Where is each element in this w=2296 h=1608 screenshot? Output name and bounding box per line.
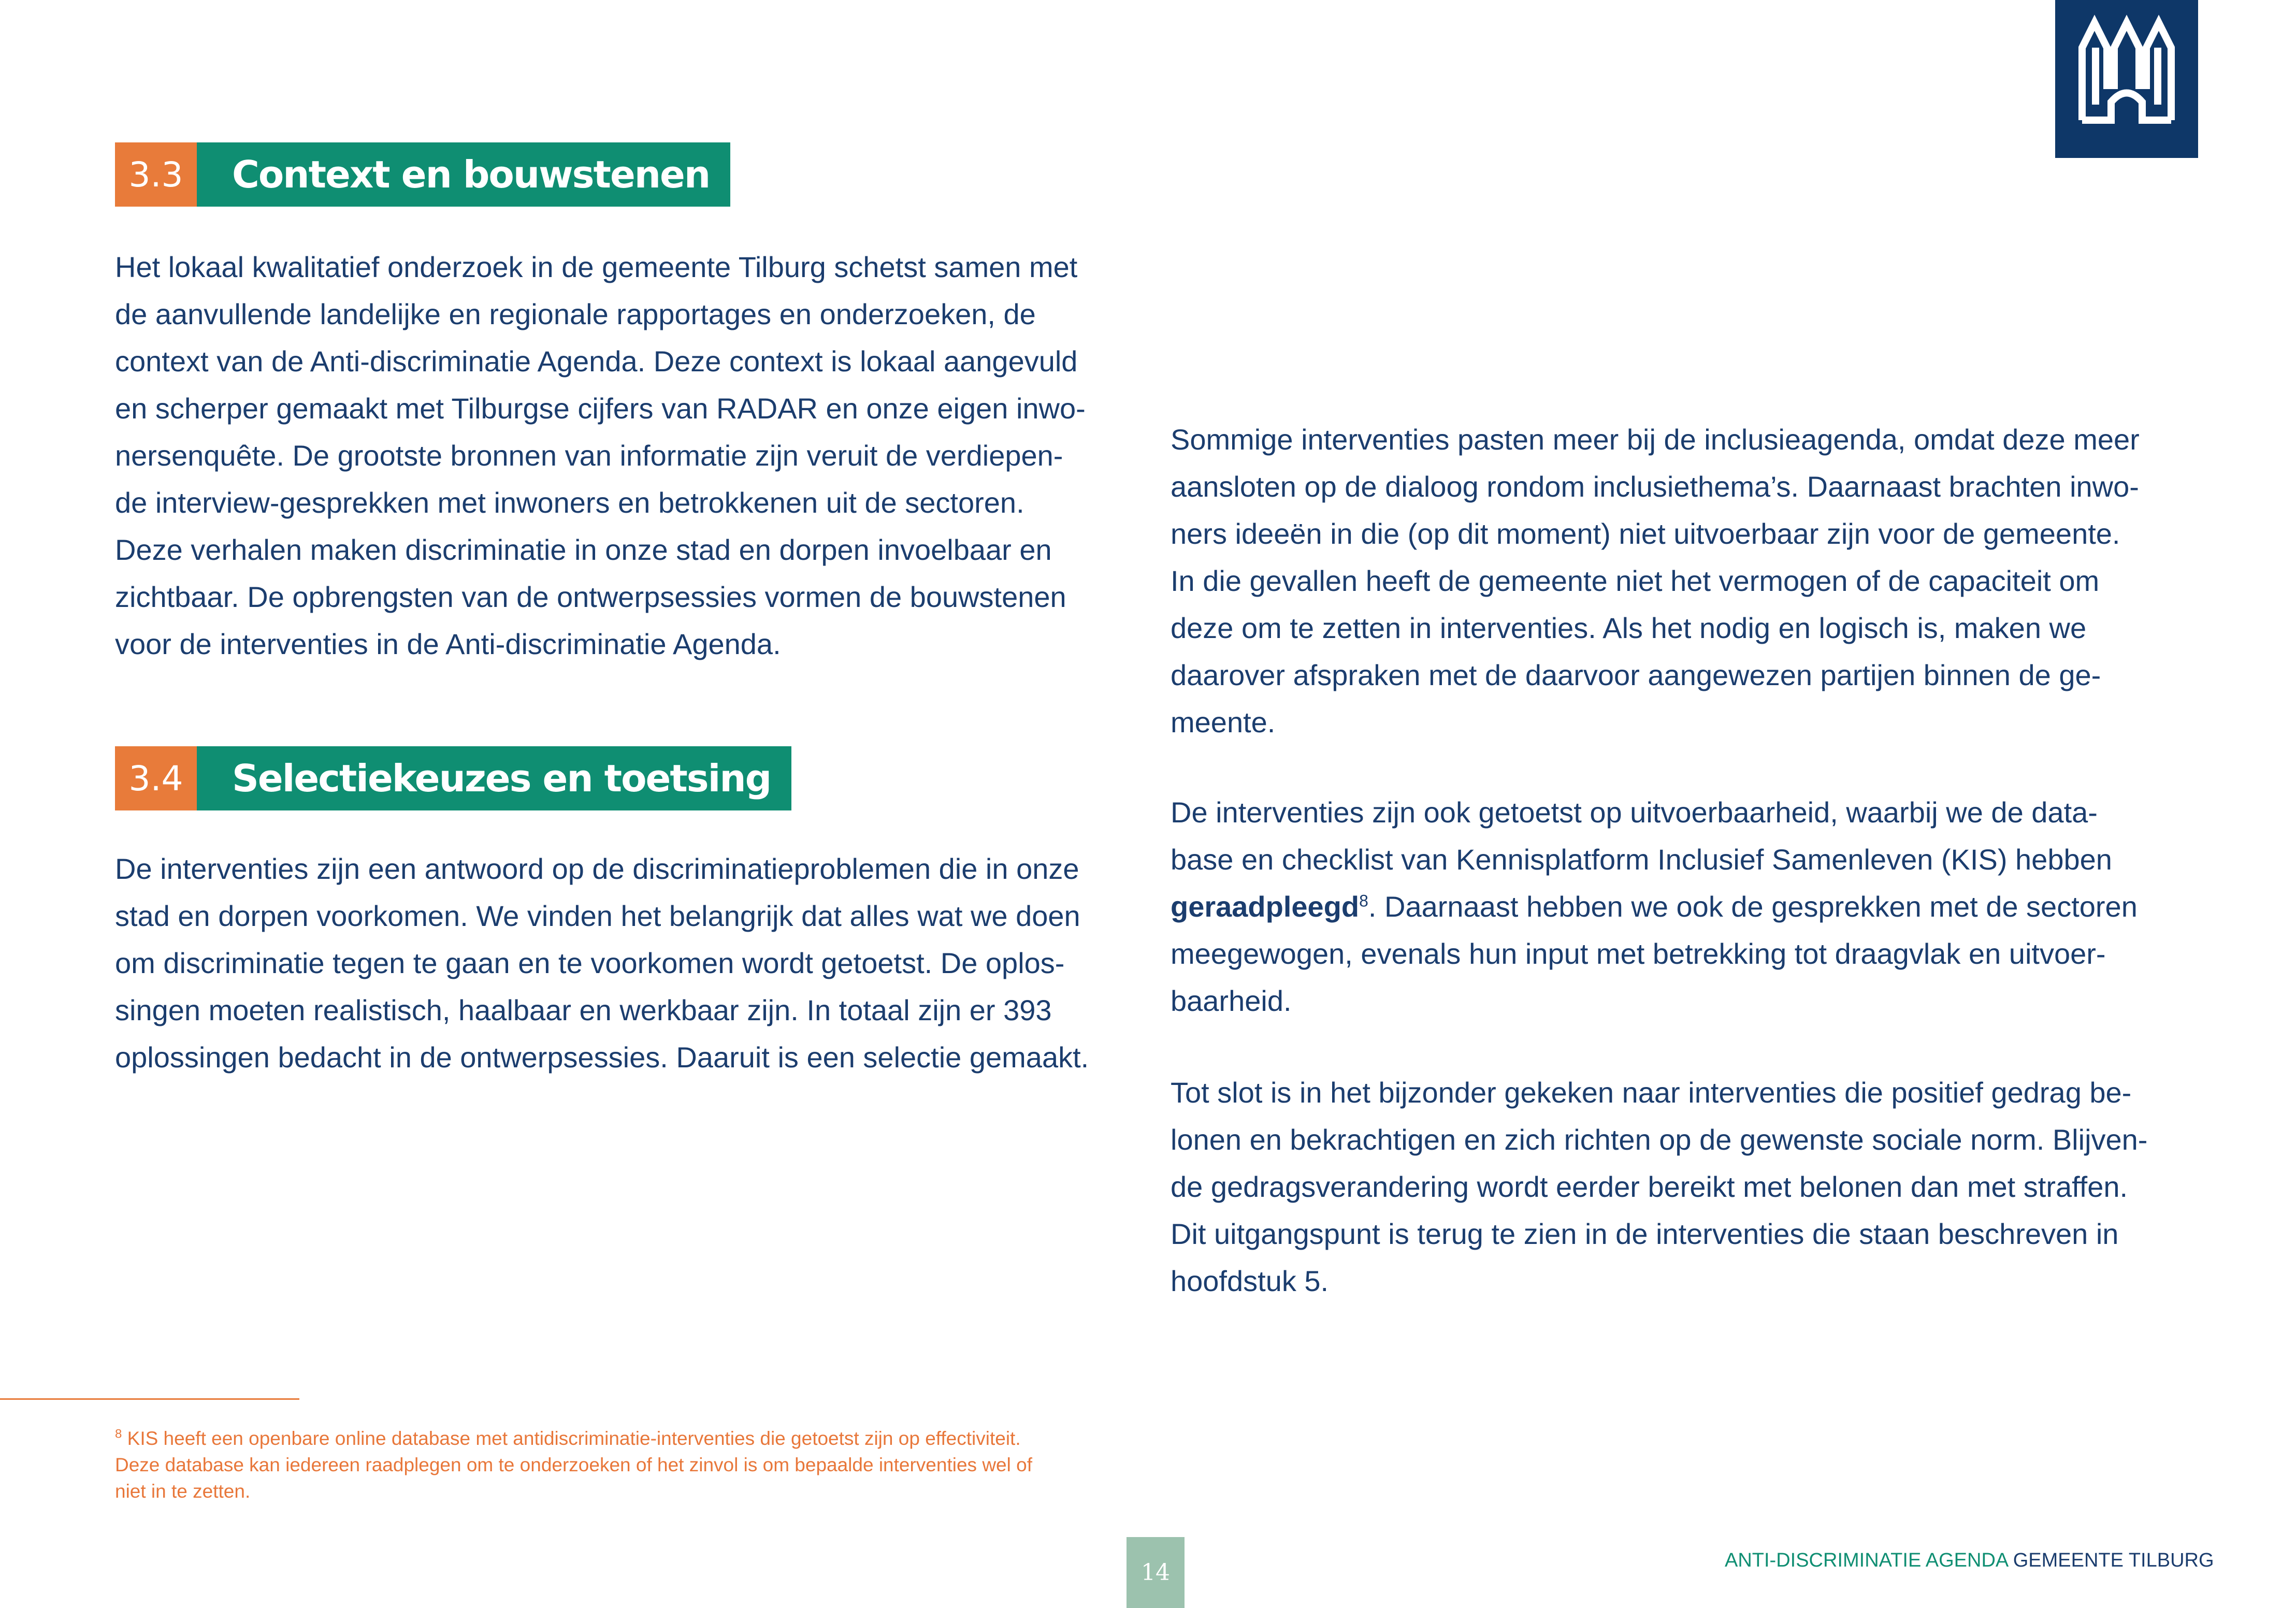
text-line: voor de interventies in de Anti-discriminatie Agenda. bbox=[115, 628, 781, 660]
left-paragraph-1 bbox=[115, 243, 1086, 668]
footnote-text: KIS heeft een openbare online database met antidiscriminatie-interventies die getoetst zijn op effectiviteit. bbox=[122, 1428, 1021, 1449]
text-line: meente. bbox=[1171, 706, 1276, 738]
text-line: context van de Anti-discriminatie Agenda. Deze context is lokaal aangevuld bbox=[115, 345, 1078, 378]
text-line: hoofdstuk 5. bbox=[1171, 1265, 1329, 1297]
municipality-logo bbox=[2055, 0, 2198, 158]
text-line: aansloten op de dialoog rondom inclusiethema’s. Daarnaast brachten inwo- bbox=[1171, 470, 2139, 503]
text-line: en scherper gemaakt met Tilburgse cijfers van RADAR en onze eigen inwo- bbox=[115, 392, 1086, 425]
bold-term: geraadpleegd bbox=[1171, 890, 1360, 923]
text-line: Tot slot is in het bijzonder gekeken naar interventies die positief gedrag be- bbox=[1171, 1076, 2132, 1109]
text-line: daarover afspraken met de daarvoor aangewezen partijen binnen de ge- bbox=[1171, 659, 2101, 691]
section-title: Context en bouwstenen bbox=[197, 142, 730, 207]
document-title: ANTI-DISCRIMINATIE AGENDA bbox=[1725, 1549, 2008, 1571]
text-line: lonen en bekrachtigen en zich richten op de gewenste sociale norm. Blijven- bbox=[1171, 1123, 2148, 1156]
section-heading-3-4 bbox=[115, 746, 791, 810]
text-line: de interview-gesprekken met inwoners en betrokkenen uit de sectoren. bbox=[115, 486, 1024, 519]
text-line: meegewogen, evenals hun input met betrekking tot draagvlak en uitvoer- bbox=[1171, 937, 2106, 970]
text-line bbox=[1171, 883, 2138, 930]
text-line: De interventies zijn een antwoord op de discriminatieproblemen die in onze bbox=[115, 852, 1079, 885]
section-number: 3.4 bbox=[115, 746, 197, 810]
text-line: Deze verhalen maken discriminatie in onze stad en dorpen invoelbaar en bbox=[115, 533, 1052, 566]
text-line: de aanvullende landelijke en regionale rapportages en onderzoeken, de bbox=[115, 298, 1036, 330]
page-number: 14 bbox=[1127, 1537, 1185, 1608]
text-line: oplossingen bedacht in de ontwerpsessies. Daaruit is een selectie gemaakt. bbox=[115, 1041, 1089, 1074]
text-line: nersenquête. De grootste bronnen van informatie zijn veruit de verdiepen- bbox=[115, 439, 1063, 472]
text-line: deze om te zetten in interventies. Als het nodig en logisch is, maken we bbox=[1171, 612, 2087, 644]
right-paragraph-1 bbox=[1171, 416, 2140, 746]
footnote bbox=[115, 1425, 1032, 1504]
text-line: De interventies zijn ook getoetst op uitvoerbaarheid, waarbij we de data- bbox=[1171, 796, 2098, 829]
footnote-divider bbox=[0, 1398, 299, 1400]
text-line: Het lokaal kwalitatief onderzoek in de gemeente Tilburg schetst samen met bbox=[115, 251, 1078, 283]
text-line: zichtbaar. De opbrengsten van de ontwerpsessies vormen de bouwstenen bbox=[115, 581, 1066, 613]
footnote-line: Deze database kan iedereen raadplegen om te onderzoeken of het zinvol is om bepaalde interventies wel of bbox=[115, 1454, 1032, 1475]
text-run: . Daarnaast hebben we ook de gesprekken met de sectoren bbox=[1368, 890, 2138, 923]
section-heading-3-3 bbox=[115, 142, 730, 207]
left-paragraph-2 bbox=[115, 845, 1089, 1081]
text-line: base en checklist van Kennisplatform Inclusief Samenleven (KIS) hebben bbox=[1171, 843, 2112, 876]
text-line: baarheid. bbox=[1171, 984, 1292, 1017]
organization-name: GEMEENTE TILBURG bbox=[2013, 1549, 2214, 1571]
text-line: de gedragsverandering wordt eerder bereikt met belonen dan met straffen. bbox=[1171, 1170, 2128, 1203]
tilburg-castle-icon bbox=[2075, 11, 2178, 131]
text-line: In die gevallen heeft de gemeente niet het vermogen of de capaciteit om bbox=[1171, 564, 2100, 597]
footnote-line bbox=[115, 1425, 1032, 1452]
section-title: Selectiekeuzes en toetsing bbox=[197, 746, 791, 810]
section-number: 3.3 bbox=[115, 142, 197, 207]
footnote-marker: 8 bbox=[115, 1427, 122, 1441]
text-line: Sommige interventies pasten meer bij de inclusieagenda, omdat deze meer bbox=[1171, 423, 2140, 456]
text-line: om discriminatie tegen te gaan en te voorkomen wordt getoetst. De oplos- bbox=[115, 947, 1065, 979]
text-line: singen moeten realistisch, haalbaar en werkbaar zijn. In totaal zijn er 393 bbox=[115, 994, 1052, 1026]
footnote-reference[interactable]: 8 bbox=[1359, 891, 1368, 910]
footnote-line: niet in te zetten. bbox=[115, 1481, 251, 1502]
running-footer bbox=[1725, 1549, 2214, 1572]
text-line: Dit uitgangspunt is terug te zien in de interventies die staan beschreven in bbox=[1171, 1218, 2119, 1250]
right-paragraph-2 bbox=[1171, 789, 2138, 1024]
right-paragraph-3 bbox=[1171, 1069, 2147, 1305]
text-line: stad en dorpen voorkomen. We vinden het belangrijk dat alles wat we doen bbox=[115, 900, 1080, 932]
text-line: ners ideeën in die (op dit moment) niet uitvoerbaar zijn voor de gemeente. bbox=[1171, 517, 2120, 550]
